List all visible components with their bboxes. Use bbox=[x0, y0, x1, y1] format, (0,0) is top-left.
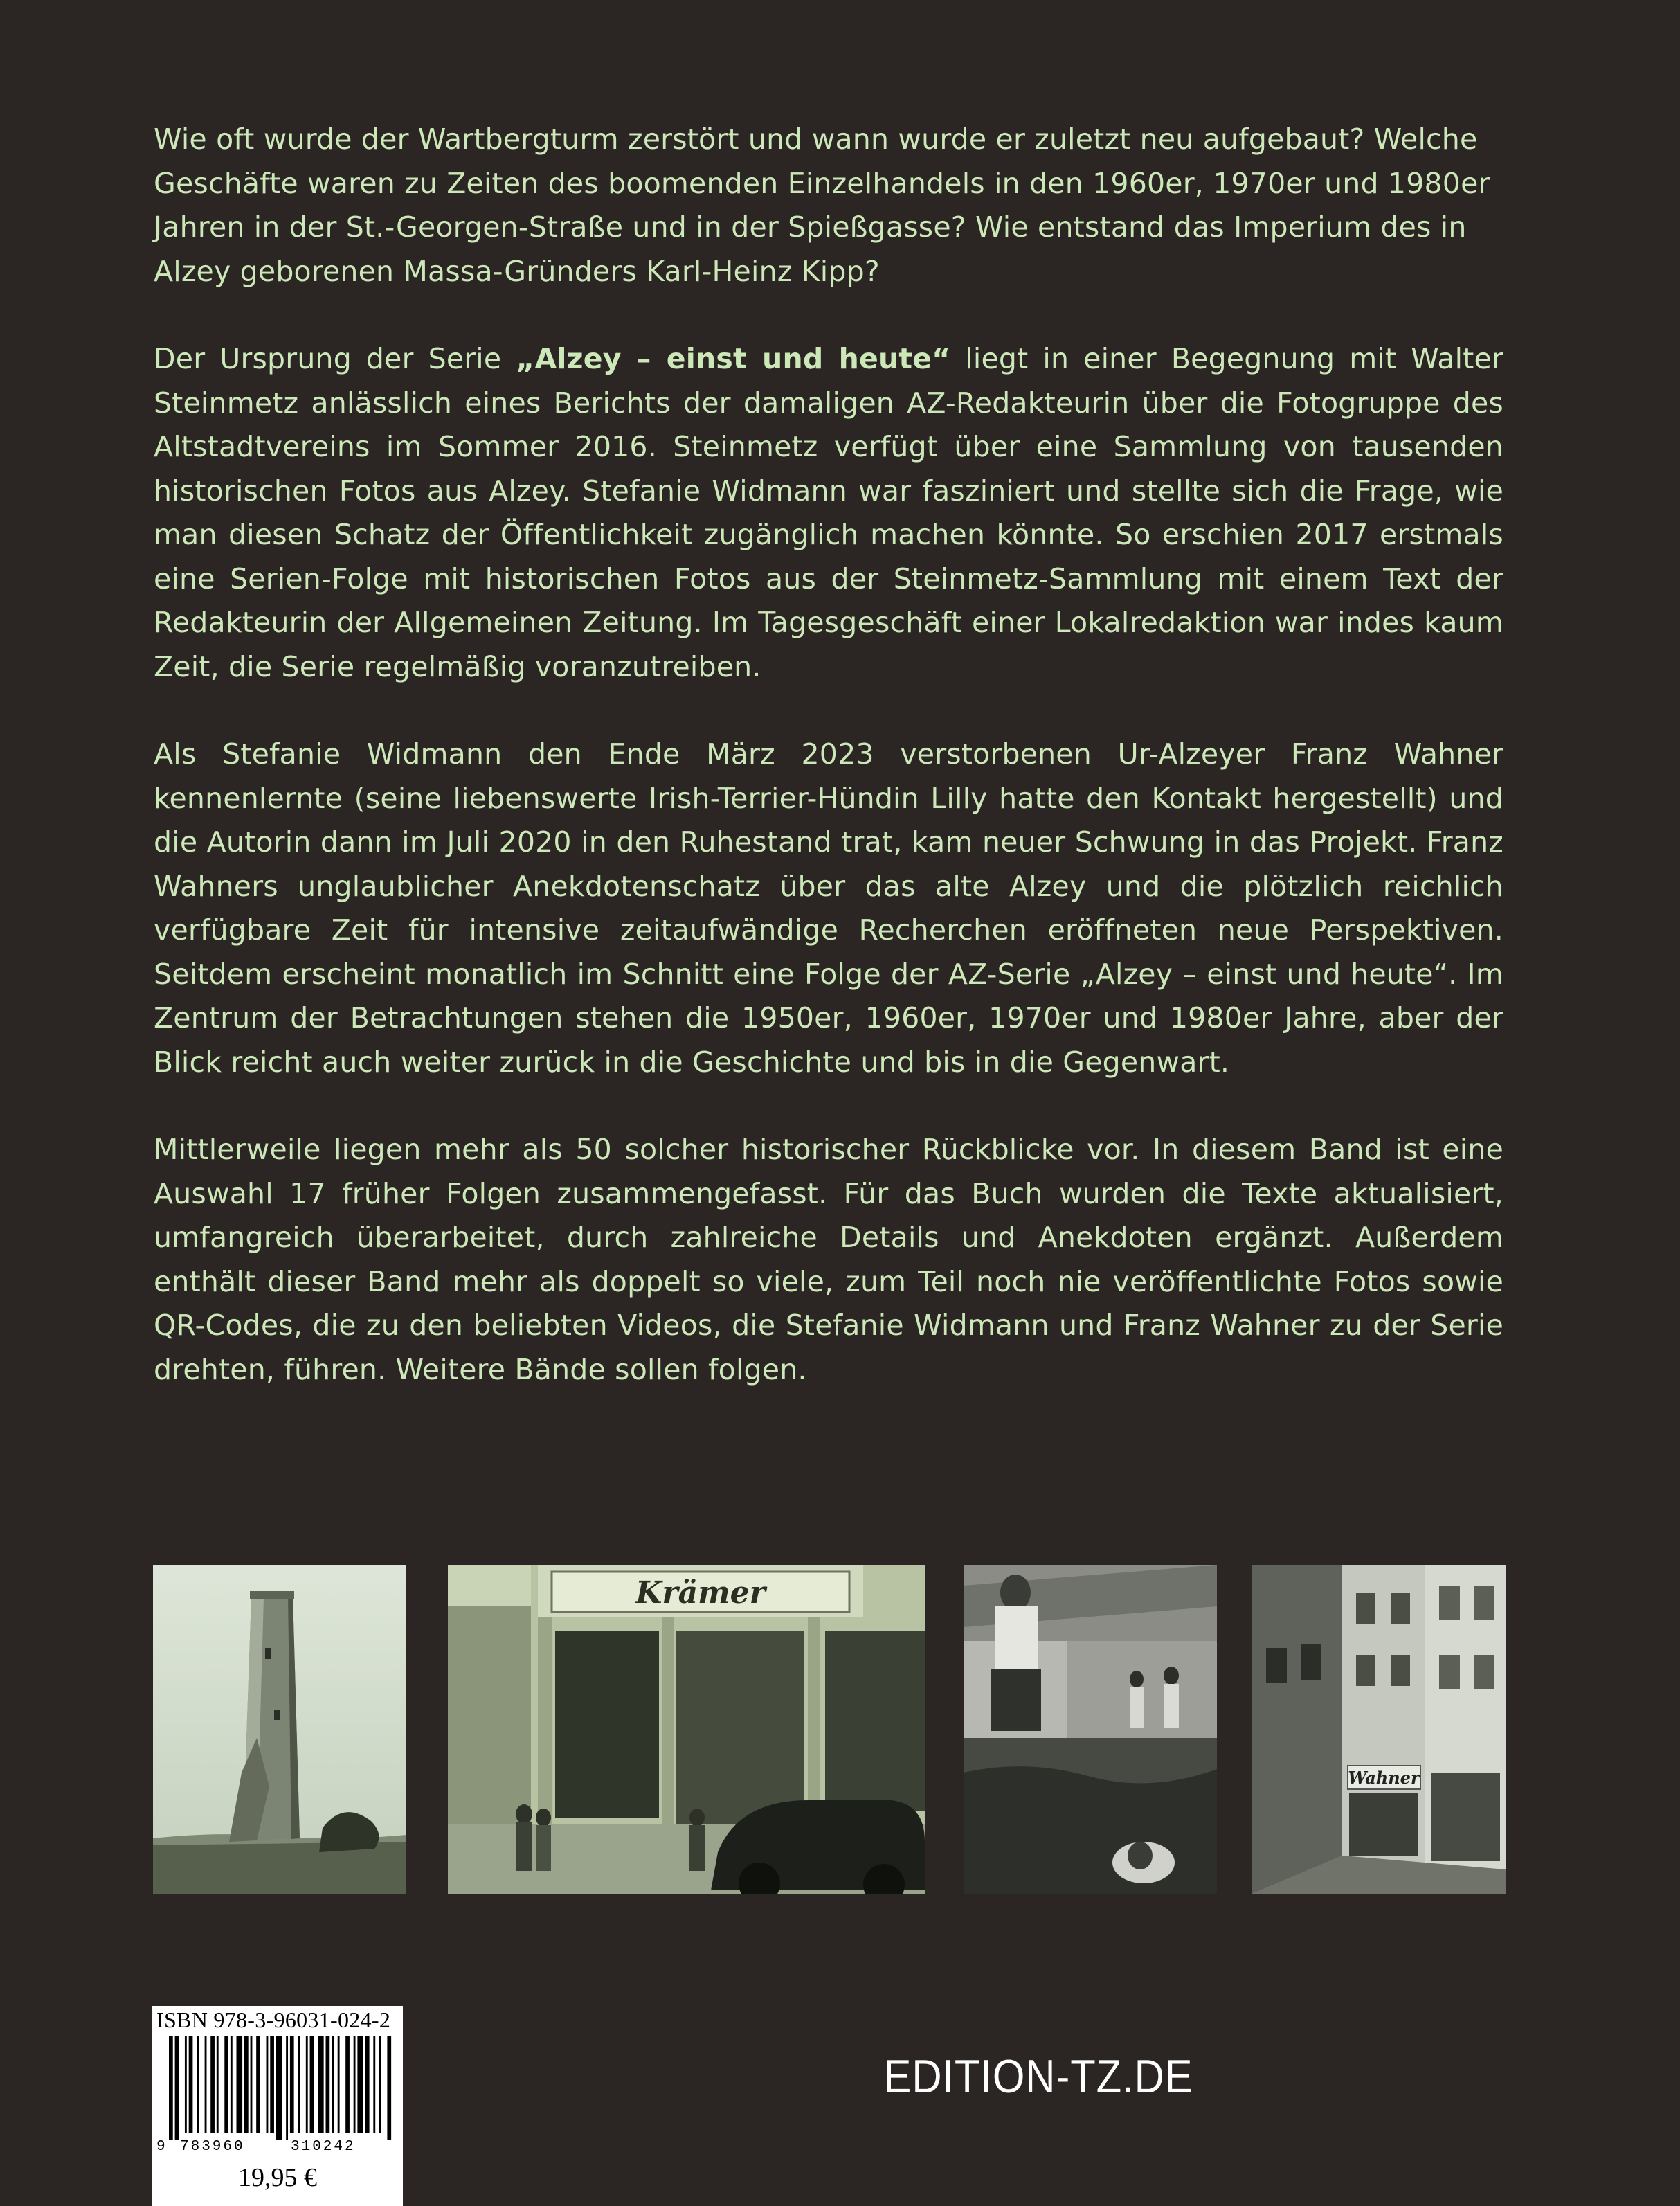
street-sign-text: Wahner bbox=[1348, 1768, 1420, 1788]
series-title: „Alzey – einst und heute“ bbox=[516, 342, 951, 375]
paragraph-intro-questions: Wie oft wurde der Wartbergturm zerstört und wann wurde er zuletzt neu aufgebaut? Welche Geschäfte waren zu Zeiten des boomenden Einzelhandels in den 1960er, 1970er und 1980er Jahren in der St.-Georgen-Straße und in der Spießgasse? Wie entstand das Imperium des in Alzey geborenen Massa-Gründers Karl-Heinz Kipp? bbox=[154, 123, 1490, 288]
barcode-bar bbox=[332, 2036, 334, 2133]
photo-swimming-pool bbox=[964, 1565, 1217, 1894]
barcode-bar bbox=[236, 2036, 242, 2133]
barcode-bar bbox=[224, 2036, 228, 2133]
barcode-bar bbox=[306, 2036, 308, 2133]
barcode-bar bbox=[354, 2036, 356, 2133]
barcode-digits-right: 310242 bbox=[291, 2139, 356, 2155]
paragraph-franz-wahner: Als Stefanie Widmann den Ende März 2023 verstorbenen Ur-Alzeyer Franz Wahner kennenlernte (seine liebenswerte Irish-Terrier-Hündin Lilly hatte den Kontakt hergestellt) und die Autorin dann im Juli 2020 in den Ruhestand trat, kam neuer Schwung in das Projekt. Franz Wahners unglaublicher Anekdotenschatz über das alte Alzey und die plötzlich reichlich verfügbare Zeit für intensive zeitaufwändige Recherchen eröffneten neue Perspektiven. Seitdem erscheint monatlich im Schnitt eine Folge der AZ-Serie „Alzey – einst und heute“. Im Zentrum der Betrachtungen stehen die 1950er, 1960er, 1970er und 1980er Jahre, aber der Blick reicht auch weiter zurück in die Geschichte und bis in die Gegenwart. bbox=[154, 737, 1503, 1079]
barcode-bar bbox=[357, 2036, 363, 2133]
barcode-bar bbox=[326, 2036, 330, 2133]
barcode-bar bbox=[217, 2036, 219, 2133]
barcode-bar bbox=[290, 2036, 294, 2133]
paragraph-series-origin-start: Der Ursprung der Serie bbox=[154, 342, 516, 375]
barcode-bar bbox=[379, 2036, 381, 2133]
barcode-bar bbox=[210, 2036, 215, 2133]
barcode-graphic bbox=[169, 2036, 393, 2140]
barcode-bar bbox=[365, 2036, 370, 2133]
barcode-bar bbox=[310, 2036, 314, 2133]
barcode-bar bbox=[256, 2036, 260, 2133]
barcode-digit-first: 9 bbox=[156, 2139, 165, 2155]
isbn-barcode-block bbox=[152, 2006, 403, 2206]
barcode-bar bbox=[270, 2036, 274, 2133]
barcode-bar bbox=[345, 2036, 350, 2133]
photo-wartberg-tower bbox=[153, 1565, 406, 1894]
barcode-bar bbox=[189, 2036, 193, 2133]
barcode-bar bbox=[338, 2036, 340, 2133]
barcode-digits-left: 783960 bbox=[180, 2139, 245, 2155]
barcode-bar bbox=[197, 2036, 199, 2133]
paragraph-book-contents: Mittlerweile liegen mehr als 50 solcher historischer Rückblicke vor. In diesem Band ist eine Auswahl 17 früher Folgen zusammengefasst. Für das Buch wurden die Texte aktualisiert, umfangreich überarbeitet, durch zahlreiche Details und Anekdoten ergänzt. Außerdem enthält dieser Band mehr als doppelt so viele, zum Teil noch nie veröffentlichte Fotos sowie QR-Codes, die zu den beliebten Videos, die Stefanie Widmann und Franz Wahner zu der Serie drehten, führen. Weitere Bände sollen folgen. bbox=[154, 1133, 1503, 1386]
barcode-bar bbox=[267, 2036, 269, 2133]
price: 19,95 € bbox=[238, 2163, 317, 2192]
barcode-bar bbox=[185, 2036, 187, 2133]
barcode-bar bbox=[205, 2036, 207, 2133]
barcode-bar bbox=[169, 2036, 173, 2140]
barcode-bar bbox=[244, 2036, 249, 2133]
barcode-bar bbox=[298, 2036, 300, 2133]
publisher-url: EDITION-TZ.DE bbox=[883, 2050, 1193, 2103]
barcode-bar bbox=[251, 2036, 253, 2133]
barcode-bar bbox=[276, 2036, 282, 2140]
photo-street-wahner bbox=[1252, 1565, 1506, 1894]
paragraph-series-origin bbox=[154, 337, 1503, 689]
barcode-bar bbox=[387, 2036, 391, 2140]
barcode-bar bbox=[286, 2036, 288, 2140]
paragraph-series-origin-rest: liegt in einer Begegnung mit Walter Steinmetz anlässlich eines Berichts der damaligen AZ-Redakteurin über die Fotogruppe des Altstadtvereins im Sommer 2016. Steinmetz verfügt über eine Sammlung von tausenden historischen Fotos aus Alzey. Stefanie Widmann war fasziniert und stellte sich die Frage, wie man diesen Schatz der Öffentlichkeit zugänglich machen könnte. So erschien 2017 erstmals eine Serien-Folge mit historischen Fotos aus der Steinmetz-Sammlung mit einem Text der Redakteurin der Allgemeinen Zeitung. Im Tagesgeschäft einer Lokalredaktion war indes kaum Zeit, die Serie regelmäßig voranzutreiben. bbox=[154, 342, 1503, 683]
barcode-bar bbox=[231, 2036, 233, 2133]
shop-sign-text: Krämer bbox=[635, 1575, 766, 1611]
barcode-bar bbox=[373, 2036, 375, 2133]
back-cover-text bbox=[154, 118, 1503, 1435]
isbn-number: ISBN 978-3-96031-024-2 bbox=[156, 2007, 391, 2032]
barcode-bar bbox=[175, 2036, 179, 2140]
barcode-bar bbox=[318, 2036, 324, 2133]
photo-kraemer-shop bbox=[448, 1565, 925, 1894]
